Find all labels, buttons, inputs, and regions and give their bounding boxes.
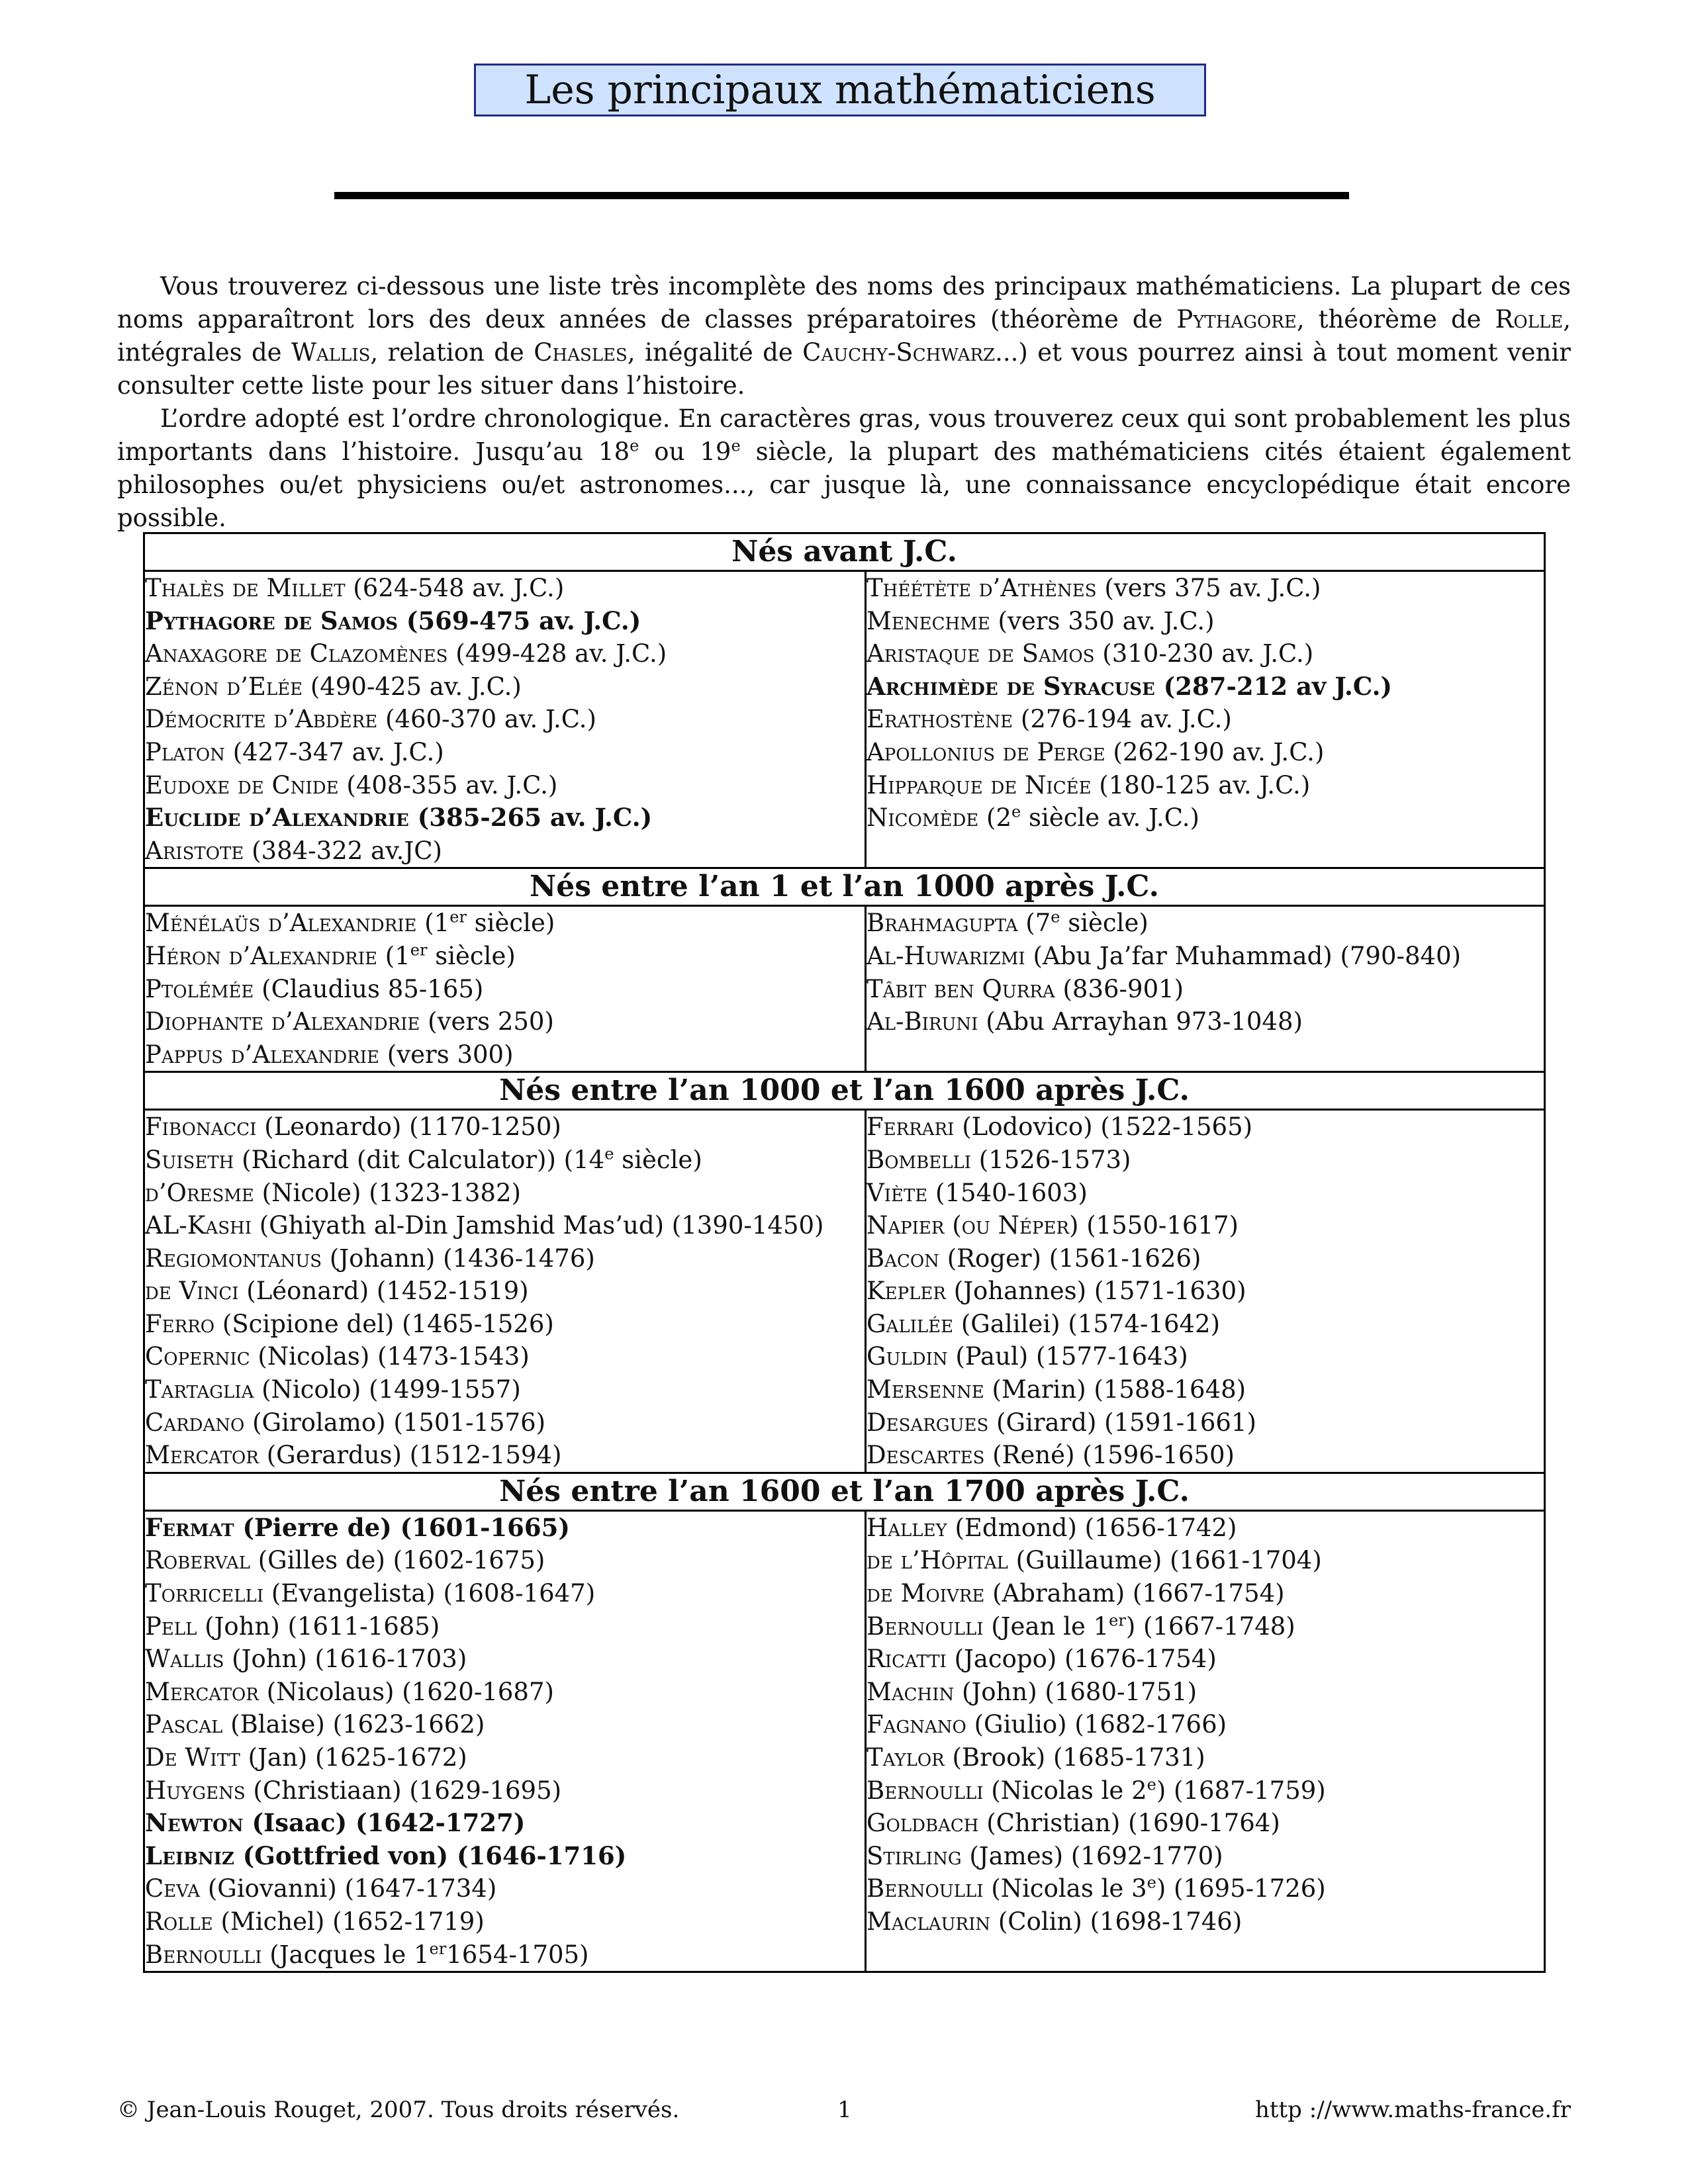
ref-wallis: Wallis: [291, 338, 371, 367]
mathematician-dates: (Blaise) (1623-1662): [222, 1710, 485, 1739]
section-heading: Nés entre l’an 1000 et l’an 1600 après J.C.: [144, 1072, 1545, 1110]
mathematician-dates: (John) (1616-1703): [224, 1645, 467, 1674]
mathematician-dates: (Brook) (1685-1731): [944, 1743, 1205, 1772]
mathematician-entry: [145, 1512, 865, 1545]
section-column-left: [144, 1510, 866, 1972]
page-title-text: Les principaux mathématiciens: [524, 67, 1156, 113]
mathematician-name: Al-Huwarizmi: [867, 941, 1025, 970]
mathematician-entry: [867, 769, 1544, 802]
mathematician-entry: [867, 1177, 1544, 1210]
mathematician-dates: (Nicolas le 2: [983, 1776, 1147, 1805]
mathematician-dates: (Abu Ja’far Muhammad) (790-840): [1025, 941, 1462, 970]
mathematician-dates: (287-212 av J.C.): [1154, 671, 1393, 701]
mathematician-dates: (Johannes) (1571-1630): [945, 1277, 1246, 1306]
mathematician-name: Tâbit ben Qurra: [867, 974, 1055, 1003]
mathematician-dates: (1526-1573): [971, 1145, 1131, 1174]
mathematician-entry: [867, 1005, 1544, 1038]
mathematician-dates: (Evangelista) (1608-1647): [263, 1579, 596, 1608]
mathematician-name: Galilée: [867, 1309, 954, 1338]
mathematician-entry: [145, 1676, 865, 1709]
mathematician-entry: [145, 1038, 865, 1071]
mathematician-name: Ricatti: [867, 1645, 947, 1674]
mathematician-dates-tail: ) (1687-1759): [1156, 1776, 1326, 1805]
mathematician-name: Machin: [867, 1677, 955, 1706]
mathematician-dates-tail: siècle): [1060, 909, 1149, 938]
mathematician-name: Aristote: [145, 836, 244, 865]
mathematician-dates: (Christian) (1690-1764): [978, 1809, 1280, 1838]
mathematician-name: Kepler: [867, 1277, 946, 1306]
mathematician-name: Rolle: [145, 1907, 213, 1936]
ordinal-superscript: er: [449, 908, 467, 927]
section-content-row: [144, 1110, 1545, 1473]
mathematician-name: Diophante d’Alexandrie: [145, 1007, 420, 1036]
mathematician-name: d’Oresme: [145, 1178, 254, 1207]
mathematician-entry: [145, 801, 865, 835]
mathematician-entry: [145, 1774, 865, 1807]
mathematician-dates: (Edmond) (1656-1742): [947, 1513, 1237, 1542]
mathematician-entry: [145, 1373, 865, 1406]
mathematician-dates: (569-475 av. J.C.): [397, 606, 641, 635]
section-content-row: [144, 906, 1545, 1072]
mathematician-dates: (Giulio) (1682-1766): [966, 1710, 1227, 1739]
mathematician-dates: (Johann) (1436-1476): [322, 1244, 595, 1273]
page-title: [474, 64, 1206, 116]
ordinal-superscript: er: [1109, 1611, 1126, 1630]
mathematician-dates: (Michel) (1652-1719): [212, 1907, 485, 1936]
mathematician-entry: [145, 1840, 865, 1873]
mathematician-dates-tail: siècle): [614, 1145, 702, 1174]
mathematician-entry: [145, 1144, 865, 1177]
mathematician-entry: [867, 1741, 1544, 1774]
section-heading: Nés entre l’an 1 et l’an 1000 après J.C.: [144, 868, 1545, 906]
mathematician-dates: (Nicolaus) (1620-1687): [258, 1677, 554, 1706]
intro-paragraph-1: Vous trouverez ci-dessous une liste très incomplète des noms des principaux mathématiciens. La plupart de ces noms apparaîtront lors des deux années de classes préparatoires (théorème de Pythagore, théorème de Rolle, intégrales de Wallis, relation de Chasles, inégalité de Cauchy-Schwarz...) et vous pourrez ainsi à tout moment venir consulter cette liste pour les situer dans l’histoire.: [117, 272, 1571, 400]
mathematician-entry: [867, 1676, 1544, 1709]
mathematician-dates: (Roger) (1561-1626): [939, 1244, 1201, 1273]
footer-copyright: © Jean-Louis Rouget, 2007. Tous droits réservés.: [117, 2097, 680, 2123]
section-column-left: [144, 571, 866, 868]
mathematician-entry: [145, 1439, 865, 1472]
mathematician-name: Goldbach: [867, 1809, 979, 1838]
mathematician-entry: [867, 736, 1544, 769]
mathematician-dates: (836-901): [1055, 974, 1184, 1003]
mathematician-name: AL-Kashi: [145, 1211, 252, 1240]
mathematician-name: Démocrite d’Abdère: [145, 705, 378, 734]
section-column-left: [144, 1110, 866, 1473]
mathematician-entry: [145, 1872, 865, 1905]
mathematician-name: Tartaglia: [145, 1375, 254, 1404]
mathematician-entry: [867, 801, 1544, 835]
mathematician-entry: [867, 940, 1544, 973]
mathematician-dates: (Colin) (1698-1746): [990, 1907, 1243, 1936]
mathematician-entry: [145, 1177, 865, 1210]
mathematician-dates: (Girolamo) (1501-1576): [244, 1408, 546, 1437]
mathematician-dates: (Jan) (1625-1672): [240, 1743, 467, 1772]
mathematician-dates: (385-265 av. J.C.): [408, 803, 653, 833]
mathematician-dates: (Claudius 85-165): [254, 974, 484, 1003]
section-header-row: [144, 533, 1545, 571]
mathematician-entry: [867, 1308, 1544, 1341]
mathematician-name: Brahmagupta: [867, 909, 1018, 938]
mathematician-dates: (Scipione del) (1465-1526): [214, 1309, 554, 1338]
mathematician-name: Erathostène: [867, 705, 1013, 734]
mathematician-entry: [867, 1340, 1544, 1373]
mathematician-dates: (427-347 av. J.C.): [224, 737, 444, 766]
mathematician-entry: [145, 1807, 865, 1840]
mathematician-dates: (René) (1596-1650): [984, 1441, 1235, 1470]
mathematicians-table: [143, 532, 1546, 1973]
mathematician-dates: (1540-1603): [927, 1178, 1088, 1207]
mathematician-dates: (John) (1611-1685): [197, 1612, 440, 1641]
mathematician-dates: (vers 375 av. J.C.): [1096, 574, 1321, 602]
mathematician-dates: (624-548 av. J.C.): [345, 574, 565, 602]
ordinal-superscript: e: [1147, 1775, 1156, 1794]
mathematician-name: Hipparque de Nicée: [867, 770, 1092, 799]
mathematician-entry: [145, 1340, 865, 1373]
mathematician-dates: (Lodovico) (1522-1565): [954, 1113, 1253, 1142]
mathematician-dates: (Paul) (1577-1643): [947, 1342, 1188, 1371]
mathematician-name: de l’Hôpital: [867, 1546, 1008, 1575]
mathematician-entry: [867, 1209, 1544, 1242]
mathematician-entry: [145, 1643, 865, 1676]
mathematician-name: Zénon d’Elée: [145, 672, 303, 701]
mathematician-entry: [867, 1643, 1544, 1676]
mathematician-name: Apollonius de Perge: [867, 737, 1105, 766]
mathematician-dates: (Jacopo) (1676-1754): [946, 1645, 1217, 1674]
mathematician-entry: [867, 1439, 1544, 1472]
section-heading: Nés entre l’an 1600 et l’an 1700 après J.C.: [144, 1473, 1545, 1510]
mathematician-dates: (Nicolas le 3: [983, 1874, 1147, 1903]
footer-page-number: 1: [837, 2097, 852, 2123]
mathematician-dates: (2: [978, 803, 1012, 833]
ordinal-superscript: e: [1051, 908, 1060, 927]
mathematician-name: Al-Biruni: [867, 1007, 978, 1036]
mathematician-name: Anaxagore de Clazomènes: [145, 639, 448, 668]
mathematician-entry: [145, 1610, 865, 1643]
mathematician-dates: (vers 300): [379, 1040, 514, 1069]
mathematician-entry: [145, 769, 865, 802]
mathematician-dates: (1550-1617): [1078, 1211, 1239, 1240]
mathematician-name: Desargues: [867, 1408, 989, 1437]
ref-rolle: Rolle: [1495, 305, 1564, 334]
mathematician-entry: [867, 605, 1544, 638]
mathematician-entry: [145, 1406, 865, 1439]
mathematician-entry: [867, 572, 1544, 605]
mathematician-name: de Vinci: [145, 1277, 239, 1306]
mathematician-entry: [145, 835, 865, 868]
mathematician-name: Maclaurin: [867, 1907, 991, 1936]
mathematician-entry: [145, 940, 865, 973]
mathematician-name: Fagnano: [867, 1710, 966, 1739]
mathematician-entry: [867, 1610, 1544, 1643]
ordinal-superscript: er: [429, 1939, 447, 1958]
mathematician-dates: (180-125 av. J.C.): [1091, 770, 1311, 799]
mathematician-entry: [145, 1111, 865, 1144]
mathematician-name: Ferrari: [867, 1113, 955, 1142]
mathematician-name: Copernic: [145, 1342, 250, 1371]
mathematician-name: Stirling: [867, 1841, 962, 1870]
mathematician-dates: (7: [1017, 909, 1051, 938]
mathematician-name: De Witt: [145, 1743, 240, 1772]
mathematician-name: Théétète d’Athènes: [867, 574, 1097, 602]
mathematician-entry: [145, 1544, 865, 1577]
mathematician-name: Suiseth: [145, 1145, 234, 1174]
mathematician-dates-tail: 1654-1705): [446, 1940, 589, 1969]
mathematician-name: Fermat: [145, 1512, 234, 1542]
mathematician-name: Huygens: [145, 1776, 246, 1805]
mathematician-name: Napier (ou Néper): [867, 1211, 1079, 1240]
mathematician-name: Leibniz: [145, 1841, 234, 1870]
mathematician-dates: (Abu Arrayhan 973-1048): [978, 1007, 1303, 1036]
section-header-row: [144, 868, 1545, 906]
intro-paragraph-2: L’ordre adopté est l’ordre chronologique. En caractères gras, vous trouverez ceux qui sont probablement les plus importants dans l’histoire. Jusqu’au 18e ou 19e siècle, la plupart des mathématiciens cités étaient également philosophes ou/et physiciens ou/et astronomes..., car jusque là, une connaissance encyclopédique était encore possible.: [117, 404, 1571, 532]
mathematician-entry: [867, 1406, 1544, 1439]
mathematician-dates: (Galilei) (1574-1642): [953, 1309, 1221, 1338]
mathematician-name: Mercator: [145, 1441, 259, 1470]
mathematician-name: Pythagore de Samos: [145, 606, 398, 635]
mathematician-entry: [145, 907, 865, 940]
ordinal-superscript: er: [410, 940, 428, 960]
mathematician-entry: [145, 1708, 865, 1741]
mathematician-dates: (Richard (dit Calculator)) (14: [234, 1145, 605, 1174]
mathematician-name: Viète: [867, 1178, 928, 1207]
mathematician-dates: (Gerardus) (1512-1594): [258, 1441, 562, 1470]
mathematician-entry: [145, 572, 865, 605]
mathematician-name: Newton: [145, 1808, 244, 1838]
mathematician-entry: [145, 1005, 865, 1038]
section-header-row: [144, 1072, 1545, 1110]
intro-text: [117, 270, 1571, 535]
mathematician-name: Bombelli: [867, 1145, 972, 1174]
title-divider: [334, 192, 1349, 199]
mathematician-name: Bacon: [867, 1244, 939, 1273]
mathematician-name: Wallis: [145, 1645, 224, 1674]
mathematician-entry: [867, 973, 1544, 1006]
section-column-left: [144, 906, 866, 1072]
mathematician-dates-tail: ) (1695-1726): [1156, 1874, 1326, 1903]
mathematician-entry: [145, 1308, 865, 1341]
mathematician-entry: [145, 973, 865, 1006]
section-column-right: [866, 1110, 1545, 1473]
mathematician-dates: (vers 250): [420, 1007, 554, 1036]
mathematician-entry: [145, 1209, 865, 1242]
mathematician-dates: (Jacques le 1: [261, 1940, 430, 1969]
mathematician-entry: [867, 1905, 1544, 1938]
mathematician-name: Bernoulli: [867, 1612, 984, 1641]
mathematician-entry: [145, 703, 865, 736]
mathematician-entry: [867, 670, 1544, 704]
mathematician-entry: [145, 637, 865, 670]
mathematician-dates: (Ghiyath al-Din Jamshid Mas’ud) (1390-1450): [251, 1211, 824, 1240]
mathematician-dates: (1: [377, 941, 410, 970]
section-heading: Nés avant J.C.: [144, 533, 1545, 571]
mathematician-dates: (Léonard) (1452-1519): [238, 1277, 529, 1306]
mathematician-entry: [867, 1774, 1544, 1807]
mathematician-name: Pappus d’Alexandrie: [145, 1040, 380, 1069]
section-header-row: [144, 1473, 1545, 1510]
mathematician-name: Thalès de Millet: [145, 574, 346, 602]
mathematician-dates-tail: siècle): [466, 909, 555, 938]
mathematician-entry: [867, 1242, 1544, 1275]
mathematician-name: Pell: [145, 1612, 197, 1641]
mathematician-dates: (Leonardo) (1170-1250): [256, 1113, 561, 1142]
mathematician-name: Fibonacci: [145, 1113, 257, 1142]
mathematician-name: Bernoulli: [867, 1776, 984, 1805]
mathematician-name: Descartes: [867, 1441, 985, 1470]
mathematician-entry: [867, 1577, 1544, 1610]
mathematician-name: Archimède de Syracuse: [867, 671, 1155, 701]
mathematician-dates: (Nicolo) (1499-1557): [254, 1375, 521, 1404]
mathematician-entry: [145, 1577, 865, 1610]
section-column-right: [866, 1510, 1545, 1972]
mathematician-entry: [867, 1708, 1544, 1741]
mathematician-name: Héron d’Alexandrie: [145, 941, 378, 970]
mathematician-entry: [867, 1512, 1544, 1545]
mathematician-entry: [145, 1905, 865, 1938]
mathematician-entry: [867, 1275, 1544, 1308]
mathematician-entry: [145, 1275, 865, 1308]
mathematician-entry: [145, 1242, 865, 1275]
mathematician-entry: [145, 1938, 865, 1972]
mathematician-entry: [867, 1840, 1544, 1873]
mathematician-entry: [867, 1111, 1544, 1144]
mathematician-name: Cardano: [145, 1408, 245, 1437]
mathematician-name: Mercator: [145, 1677, 259, 1706]
mathematician-dates: (276-194 av. J.C.): [1013, 705, 1232, 734]
mathematician-dates: (408-355 av. J.C.): [338, 770, 558, 799]
mathematician-dates-tail: siècle): [427, 941, 516, 970]
mathematician-dates: (Girard) (1591-1661): [988, 1408, 1256, 1437]
mathematician-name: Torricelli: [145, 1579, 264, 1608]
mathematician-dates: (490-425 av. J.C.): [303, 672, 522, 701]
mathematician-dates-tail: ) (1667-1748): [1125, 1612, 1295, 1641]
mathematician-dates: (1: [416, 909, 450, 938]
section-column-right: [866, 571, 1545, 868]
ref-pythagore: Pythagore: [1176, 305, 1297, 334]
mathematician-name: Aristaque de Samos: [867, 639, 1095, 668]
mathematician-name: Menechme: [867, 606, 990, 635]
mathematician-name: Ptolémée: [145, 974, 254, 1003]
mathematician-dates: (John) (1680-1751): [954, 1677, 1197, 1706]
ordinal-superscript: e: [604, 1144, 614, 1163]
mathematician-dates: (Christiaan) (1629-1695): [245, 1776, 562, 1805]
mathematician-name: Roberval: [145, 1546, 250, 1575]
mathematician-name: Taylor: [867, 1743, 945, 1772]
mathematician-dates: (Jean le 1: [983, 1612, 1109, 1641]
mathematician-name: Ferro: [145, 1309, 215, 1338]
mathematician-name: Nicomède: [867, 803, 979, 833]
mathematician-entry: [867, 1544, 1544, 1577]
mathematician-name: Ménélaüs d’Alexandrie: [145, 909, 417, 938]
mathematician-entry: [867, 1872, 1544, 1905]
mathematician-entry: [145, 605, 865, 638]
mathematician-name: Bernoulli: [145, 1940, 262, 1969]
mathematician-dates: (Abraham) (1667-1754): [984, 1579, 1285, 1608]
footer-url[interactable]: http ://www.maths-france.fr: [1254, 2097, 1571, 2123]
ordinal-superscript: e: [1147, 1874, 1156, 1893]
mathematician-entry: [867, 1807, 1544, 1840]
mathematician-name: Halley: [867, 1513, 947, 1542]
mathematician-name: Mersenne: [867, 1375, 984, 1404]
mathematician-entry: [145, 670, 865, 704]
mathematician-dates: (vers 350 av. J.C.): [990, 606, 1215, 635]
mathematician-entry: [867, 907, 1544, 940]
mathematician-name: Ceva: [145, 1874, 201, 1903]
mathematician-name: Regiomontanus: [145, 1244, 322, 1273]
mathematician-dates: (Gottfried von) (1646-1716): [234, 1841, 627, 1870]
mathematician-name: Bernoulli: [867, 1874, 984, 1903]
mathematician-dates: (460-370 av. J.C.): [377, 705, 596, 734]
mathematician-dates-tail: siècle av. J.C.): [1021, 803, 1199, 833]
mathematician-entry: [867, 1373, 1544, 1406]
section-content-row: [144, 1510, 1545, 1972]
mathematician-name: de Moivre: [867, 1579, 985, 1608]
mathematician-entry: [145, 1741, 865, 1774]
mathematician-name: Euclide d’Alexandrie: [145, 803, 409, 833]
mathematician-dates: (499-428 av. J.C.): [447, 639, 667, 668]
mathematician-dates: (Nicolas) (1473-1543): [250, 1342, 530, 1371]
mathematician-dates: (Gilles de) (1602-1675): [250, 1546, 545, 1575]
mathematician-name: Guldin: [867, 1342, 948, 1371]
mathematician-entry: [867, 703, 1544, 736]
section-content-row: [144, 571, 1545, 868]
mathematician-dates: (Isaac) (1642-1727): [243, 1808, 526, 1838]
mathematician-entry: [867, 1144, 1544, 1177]
mathematician-dates: (James) (1692-1770): [961, 1841, 1223, 1870]
mathematician-dates: (Nicole) (1323-1382): [254, 1178, 521, 1207]
ordinal-superscript: e: [1011, 802, 1021, 821]
mathematician-name: Eudoxe de Cnide: [145, 770, 339, 799]
ref-cauchy-schwarz: Cauchy-Schwarz: [802, 338, 996, 367]
mathematician-name: Platon: [145, 737, 225, 766]
section-column-right: [866, 906, 1545, 1072]
mathematician-dates: (Guillaume) (1661-1704): [1008, 1546, 1322, 1575]
mathematician-dates: (Marin) (1588-1648): [984, 1375, 1246, 1404]
mathematician-dates: (Pierre de) (1601-1665): [234, 1512, 570, 1542]
mathematician-dates: (384-322 av.JC): [244, 836, 442, 865]
mathematician-dates: (310-230 av. J.C.): [1094, 639, 1314, 668]
mathematician-dates: (262-190 av. J.C.): [1105, 737, 1325, 766]
ref-chasles: Chasles: [534, 338, 628, 367]
mathematician-entry: [867, 637, 1544, 670]
mathematician-name: Pascal: [145, 1710, 223, 1739]
mathematician-dates: (Giovanni) (1647-1734): [200, 1874, 497, 1903]
mathematician-entry: [145, 736, 865, 769]
